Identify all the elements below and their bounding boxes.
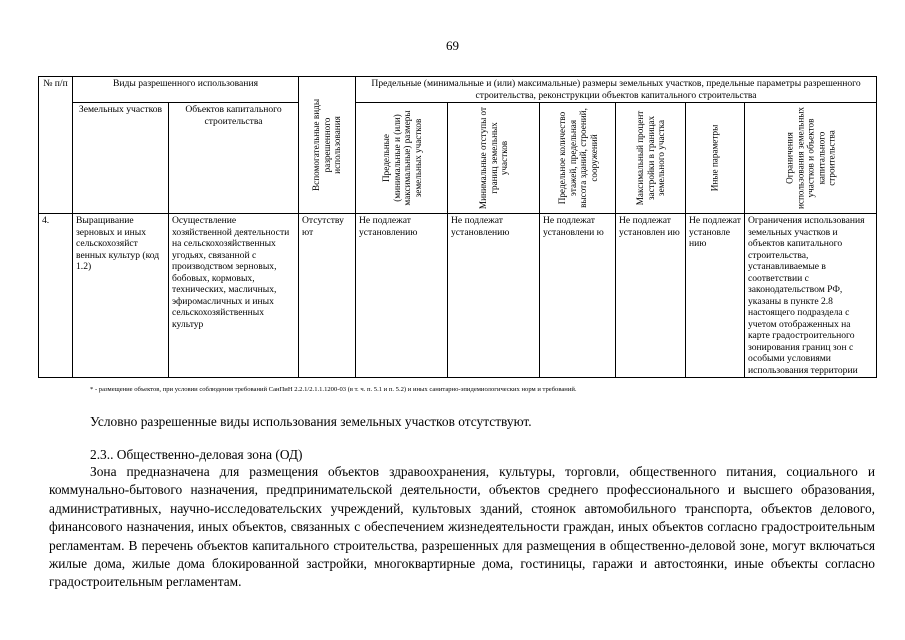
header-floors: [540, 103, 616, 214]
header-capital-objects: Объектов капитального строительства: [169, 103, 299, 214]
header-row-1: [39, 77, 877, 103]
header-other-text: Иные параметры: [709, 124, 720, 192]
cell-coverage: Не подлежат установлен ию: [616, 214, 686, 378]
header-restrictions-text: Ограничения использования земельных участков и объектов капитального строительства: [784, 106, 837, 210]
header-coverage-text: Максимальный процент застройки в границах земельного участка: [634, 110, 666, 206]
header-aux-uses: [299, 77, 356, 214]
cell-floors: Не подлежат установлени ю: [540, 214, 616, 378]
section-paragraph: Зона предназначена для размещения объектов здравоохранения, культуры, торговли, общественного питания, социального и коммунально-бытового назначения, предпринимательской деятельности, объектов среднего профессионального и высшего образования, административных, научно-исследовательских учреждений, культовых зданий, стоянок автомобильного транспорта, объектов делового, финансового назначения, иных объектов, связанных с обеспечением жизнедеятельности граждан, иных объектов согласно градостроительным регламентам. В перечень объектов капитального строительства, разрешенных для размещения в общественно-деловой зоне, могут включаться жилые дома, жилые дома блокированной застройки, многоквартирные дома, гостиницы, гаражи и автостоянки, иные объекты согласно градостроительным регламентам.: [49, 464, 875, 590]
header-floors-text: Предельное количество этажей, предельная высота зданий, строений, сооружений: [556, 108, 599, 208]
header-other: [686, 103, 745, 214]
header-plot-size-text: Предельные (минимальные и (или) максимальные) размеры земельных участков: [380, 110, 423, 206]
cell-other: Не подлежат установле нию: [686, 214, 745, 378]
header-num: № п/п: [39, 77, 73, 214]
header-setback: [448, 103, 540, 214]
cell-num: 4.: [39, 214, 73, 378]
table-row: [39, 214, 877, 378]
section-heading: 2.3.. Общественно-деловая зона (ОД): [90, 447, 303, 462]
header-params-group: Предельные (минимальные и (или) максимальные) размеры земельных участков, предельные параметры разрешенного строительства, реконструкции объектов капитального строительства: [356, 77, 877, 103]
cell-size: Не подлежат установлению: [356, 214, 448, 378]
header-uses-group: Виды разрешенного использования: [73, 77, 299, 103]
cell-restrictions: Ограничения использования земельных участков и объектов капитального строительства, устанавливаемые в соответствии с законодательством РФ, указаны в пункте 2.8 настоящего подраздела с учетом отображенных на карте градостроительного зонирования границ зон с особыми условиями использования территории: [745, 214, 877, 378]
header-row-2: [39, 103, 877, 214]
header-land-plots: Земельных участков: [73, 103, 169, 214]
header-setback-text: Минимальные отступы от границ земельных участков: [477, 106, 509, 210]
header-plot-size: [356, 103, 448, 214]
cell-objects: Осуществление хозяйственной деятельности на сельскохозяйственных угодьях, связанной с производством зерновых, бобовых, кормовых, технических, масличных, эфиромасличных и иных сельскохозяйственных культур: [169, 214, 299, 378]
cell-setback: Не подлежат установлению: [448, 214, 540, 378]
cell-aux: Отсутству ют: [299, 214, 356, 378]
page-number: 69: [446, 38, 459, 53]
header-aux-uses-text: Вспомогательные виды разрешенного использования: [311, 99, 343, 191]
cell-land: Выращивание зерновых и иных сельскохозяйст венных культур (код 1.2): [73, 214, 169, 378]
header-coverage: [616, 103, 686, 214]
header-restrictions: [745, 103, 877, 214]
table-footnote: * - размещение объектов, при условии соблюдения требований СанПиН 2.2.1/2.1.1.1200-03 (в т. ч. п. 5.1 и п. 5.2) и иных санитарно-эпидемиологических норм и требований.: [90, 386, 577, 393]
conditional-uses-note: Условно разрешенные виды использования земельных участков отсутствуют.: [90, 414, 532, 429]
zoning-table: [38, 76, 877, 378]
